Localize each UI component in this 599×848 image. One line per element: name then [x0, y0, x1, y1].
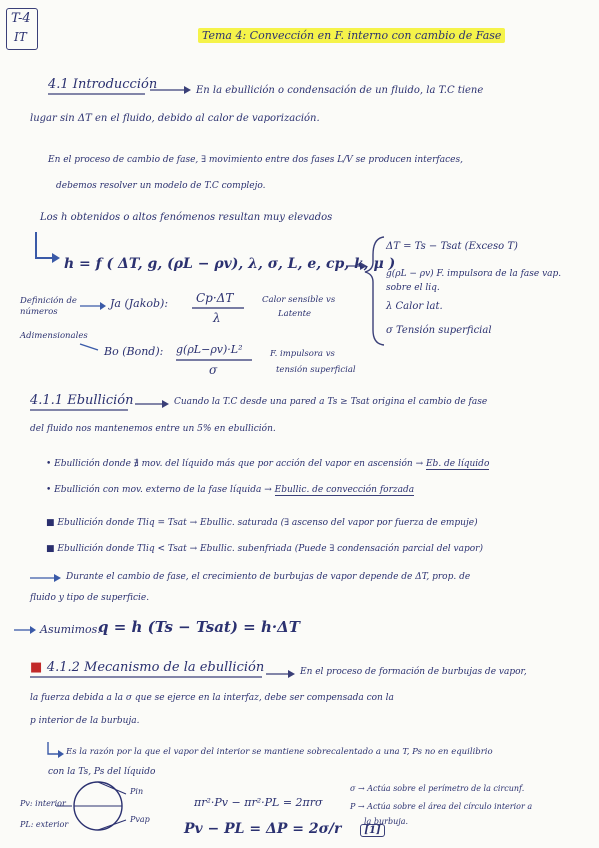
page-title: Tema 4: Convección en F. interno con cambio de Fase — [198, 28, 505, 43]
s411-bullet2-text: Ebullición con mov. externo de la fase líquida — [54, 485, 262, 495]
p-note-b: la burbuja. — [364, 817, 409, 826]
s411-arrow-line-b: fluido y tipo de superficie. — [30, 593, 150, 603]
s41-bullet1-b: debemos resolver un modelo de T.C complejo. — [56, 181, 266, 191]
s412-sub-a: Es la razón por la que el vapor del interior se mantiene sobrecalentado a una T, Ps no en equilibrio — [66, 747, 493, 757]
equation-number: [1] — [360, 824, 384, 837]
asumimos-equation: q = h (Ts − Tsat) = h·ΔT — [98, 618, 300, 636]
s41-line1: En la ebullición o condensación de un fluido, la T.C tiene — [196, 85, 484, 96]
dimless-side-note-b: Adimensionales — [20, 331, 88, 341]
bullet-dot: • — [46, 459, 55, 469]
pl-label: PL: exterior — [20, 820, 69, 829]
s41-bullet2: Los h obtenidos o altos fenómenos resultan muy elevados — [40, 212, 333, 223]
jakob-denominator: λ — [213, 311, 221, 325]
bond-note-a: F. impulsora vs — [270, 349, 335, 359]
s411-bullet1 — [46, 460, 489, 469]
s411-bullet1-text: Ebullición donde ∄ mov. del líquido más que por acción del vapor en ascensión — [54, 459, 413, 469]
dimless-side-note-a: Definición de números — [20, 296, 77, 318]
jakob-label: Ja (Jakob): — [110, 297, 169, 310]
s41-line2: lugar sin ΔT en el fluido, debido al calor de vaporización. — [30, 113, 320, 124]
pvap-label: Pvap — [130, 815, 150, 824]
jakob-note-a: Calor sensible vs — [262, 295, 336, 305]
s411-bullet4-text: Ebullición donde Tliq < Tsat → Ebullic. subenfriada (Puede ∃ condensación parcial del vapor) — [57, 544, 483, 554]
s411-bullet1-link: Eb. de líquido — [425, 459, 490, 469]
s411-arrow-line-a: Durante el cambio de fase, el crecimiento de burbujas de vapor depende de ΔT, prop. de — [66, 572, 471, 582]
s412-line3: p interior de la burbuja. — [30, 716, 140, 726]
section-4-1-1-heading: 4.1.1 Ebullición — [30, 393, 134, 408]
s411-bullet3-text: Ebullición donde Tliq = Tsat → Ebullic. saturada (∃ ascenso del vapor por fuerza de empuje) — [57, 518, 478, 528]
heading-square-icon: ■ — [30, 660, 47, 675]
corner-label-line2: IT — [14, 30, 27, 44]
jakob-numerator: Cp·ΔT — [196, 291, 234, 305]
s412-line2: la fuerza debida a la σ que se ejerce en la interfaz, debe ser compensada con la — [30, 693, 394, 703]
s412-sub-b: con la Ts, Ps del líquido — [48, 767, 156, 777]
corner-label-line1: T-4 — [11, 11, 31, 26]
s411-bullet2-link: Ebullic. de convección forzada — [274, 485, 415, 495]
s411-bullet3 — [46, 519, 478, 528]
pressure-difference-equation — [184, 822, 385, 836]
arrow-icon: → — [415, 459, 424, 469]
pv-label: Pv: interior — [20, 799, 66, 808]
bond-denominator: σ — [209, 363, 218, 377]
bond-label: Bo (Bond): — [104, 345, 164, 358]
pin-label: Pin — [130, 787, 144, 796]
s412-line1: En el proceso de formación de burbujas de vapor, — [300, 667, 527, 677]
bond-note-b: tensión superficial — [276, 365, 356, 375]
jakob-note-b: Latente — [278, 309, 312, 319]
p-note-a: P → Actúa sobre el área del círculo interior a — [350, 802, 533, 811]
bullet-square: ■ — [46, 544, 58, 554]
bond-numerator: g(ρL−ρv)·L² — [176, 343, 243, 356]
s411-line1: Cuando la T.C desde una pared a Ts ≥ Tsat origina el cambio de fase — [174, 397, 488, 407]
s41-bullet1-a: En el proceso de cambio de fase, ∃ movimiento entre dos fases L/V se producen interfaces, — [48, 155, 463, 165]
s411-bullet4 — [46, 545, 483, 554]
section-4-1-heading: 4.1 Introducción — [48, 77, 158, 92]
bullet-square: ■ — [46, 518, 58, 528]
asumimos-label: Asumimos: — [40, 623, 102, 636]
bullet-dot: • — [46, 485, 55, 495]
corner-label-box — [6, 8, 38, 50]
brace-item-surface-tension: σ Tensión superficial — [386, 325, 492, 336]
section-4-1-2-heading — [30, 661, 264, 674]
brace-item-buoyancy: g(ρL − ρv) F. impulsora de la fase vap. sobre el liq. — [386, 269, 562, 293]
brace-item-latent-heat: λ Calor lat. — [386, 301, 443, 312]
force-balance-equation: πr²·Pv − πr²·PL = 2πrσ — [194, 796, 323, 809]
h-function-equation: h = f ( ΔT, g, (ρL − ρv), λ, σ, L, e, cp, k, μ ) — [64, 256, 396, 272]
s411-line2: del fluido nos mantenemos entre un 5% en ebullición. — [30, 424, 276, 434]
sigma-note: σ → Actúa sobre el perímetro de la circunf. — [350, 784, 525, 793]
pressure-difference-text: Pv − PL = ΔP = 2σ/r — [184, 821, 342, 837]
arrow-icon: → — [264, 485, 272, 495]
section-4-1-2-heading-text: 4.1.2 Mecanismo de la ebullición — [46, 660, 265, 675]
brace-item-delta-t: ΔT = Ts − Tsat (Exceso T) — [386, 241, 518, 252]
s411-bullet2 — [46, 486, 414, 495]
